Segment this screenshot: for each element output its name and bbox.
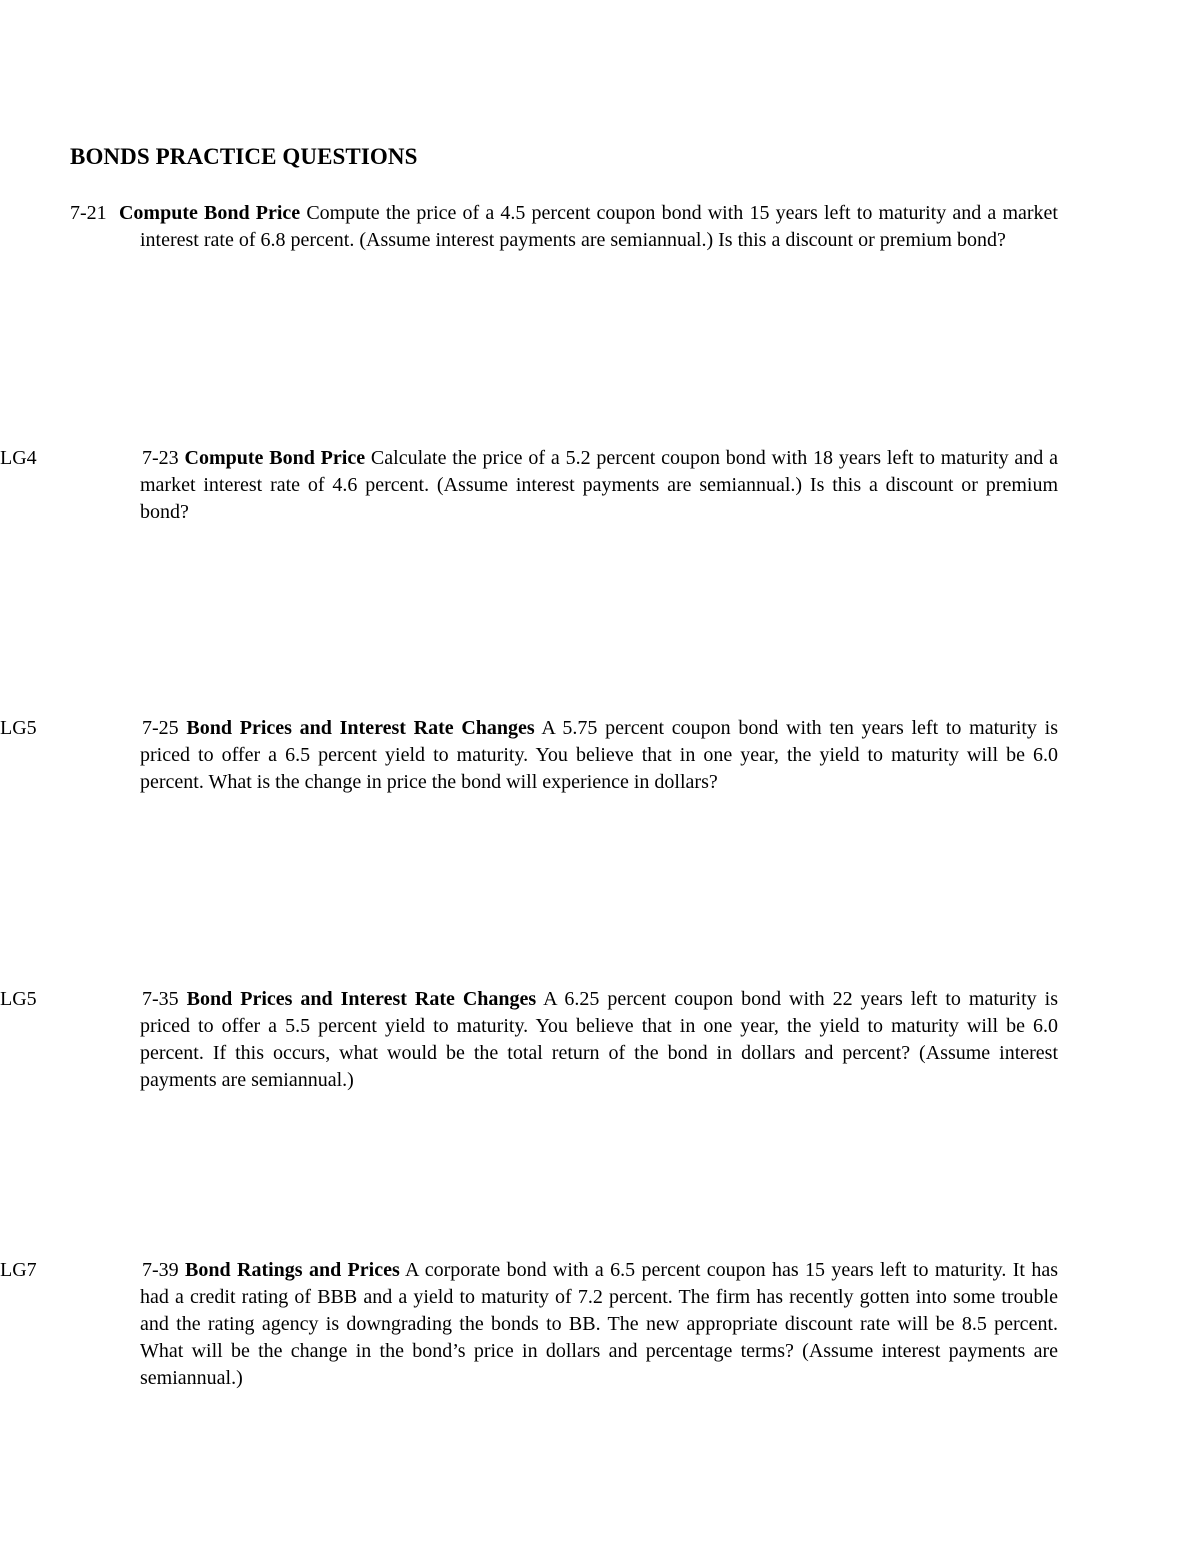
question-body: [0, 445, 1058, 526]
question-7-21: [70, 200, 1058, 254]
question-text: Calculate the price of a 5.2 percent coupon bond with 18 years left to maturity and a market interest rate of 4.6 percent. (Assume interest payments are semiannual.) Is this a discount or premium bond?: [140, 447, 1058, 523]
question-topic: Compute Bond Price: [118, 202, 301, 224]
question-7-39: [0, 1257, 1058, 1392]
question-topic: Bond Ratings and Prices: [185, 1259, 400, 1281]
question-text: Compute the price of a 4.5 percent coupon bond with 15 years left to maturity and a market interest rate of 6.8 percent. (Assume interest payments are semiannual.) Is this a discount or premium bond?: [140, 202, 1058, 251]
question-body: [0, 1257, 1058, 1392]
question-topic: Bond Prices and Interest Rate Changes: [186, 988, 537, 1010]
learning-goal-label: LG5: [0, 717, 37, 739]
question-text: A 6.25 percent coupon bond with 22 years left to maturity is priced to offer a 5.5 percent yield to maturity. You believe that in one year, the yield to maturity will be 6.0 percent. If this occurs, what would be the total return of the bond in dollars and percent? (Assume interest payments are semiannual.): [140, 988, 1058, 1091]
question-body: [0, 715, 1058, 796]
question-text: A 5.75 percent coupon bond with ten years left to maturity is priced to offer a 6.5 percent yield to maturity. You believe that in one year, the yield to maturity will be 6.0 percent. What is the change in price the bond will experience in dollars?: [140, 717, 1058, 793]
question-number: 7-21: [70, 202, 107, 224]
question-number: 7-23: [142, 447, 179, 469]
page-title: BONDS PRACTICE QUESTIONS: [70, 144, 418, 169]
question-body: [0, 986, 1058, 1094]
learning-goal-label: LG7: [0, 1259, 37, 1281]
question-topic: Compute Bond Price: [184, 447, 366, 469]
question-number: 7-25: [142, 717, 179, 739]
learning-goal-label: LG5: [0, 988, 37, 1010]
question-7-23: [0, 445, 1058, 526]
question-7-25: [0, 715, 1058, 796]
question-topic: Bond Prices and Interest Rate Changes: [186, 717, 535, 739]
learning-goal-label: LG4: [0, 447, 37, 469]
question-body: [70, 200, 1058, 254]
question-number: 7-39: [142, 1259, 179, 1281]
question-text: A corporate bond with a 6.5 percent coupon has 15 years left to maturity. It has had a credit rating of BBB and a yield to maturity of 7.2 percent. The firm has recently gotten into some trouble and the rating agency is downgrading the bonds to BB. The new appropriate discount rate will be 8.5 percent. What will be the change in the bond’s price in dollars and percentage terms? (Assume interest payments are semiannual.): [140, 1259, 1058, 1389]
question-number: 7-35: [142, 988, 179, 1010]
question-7-35: [0, 986, 1058, 1094]
